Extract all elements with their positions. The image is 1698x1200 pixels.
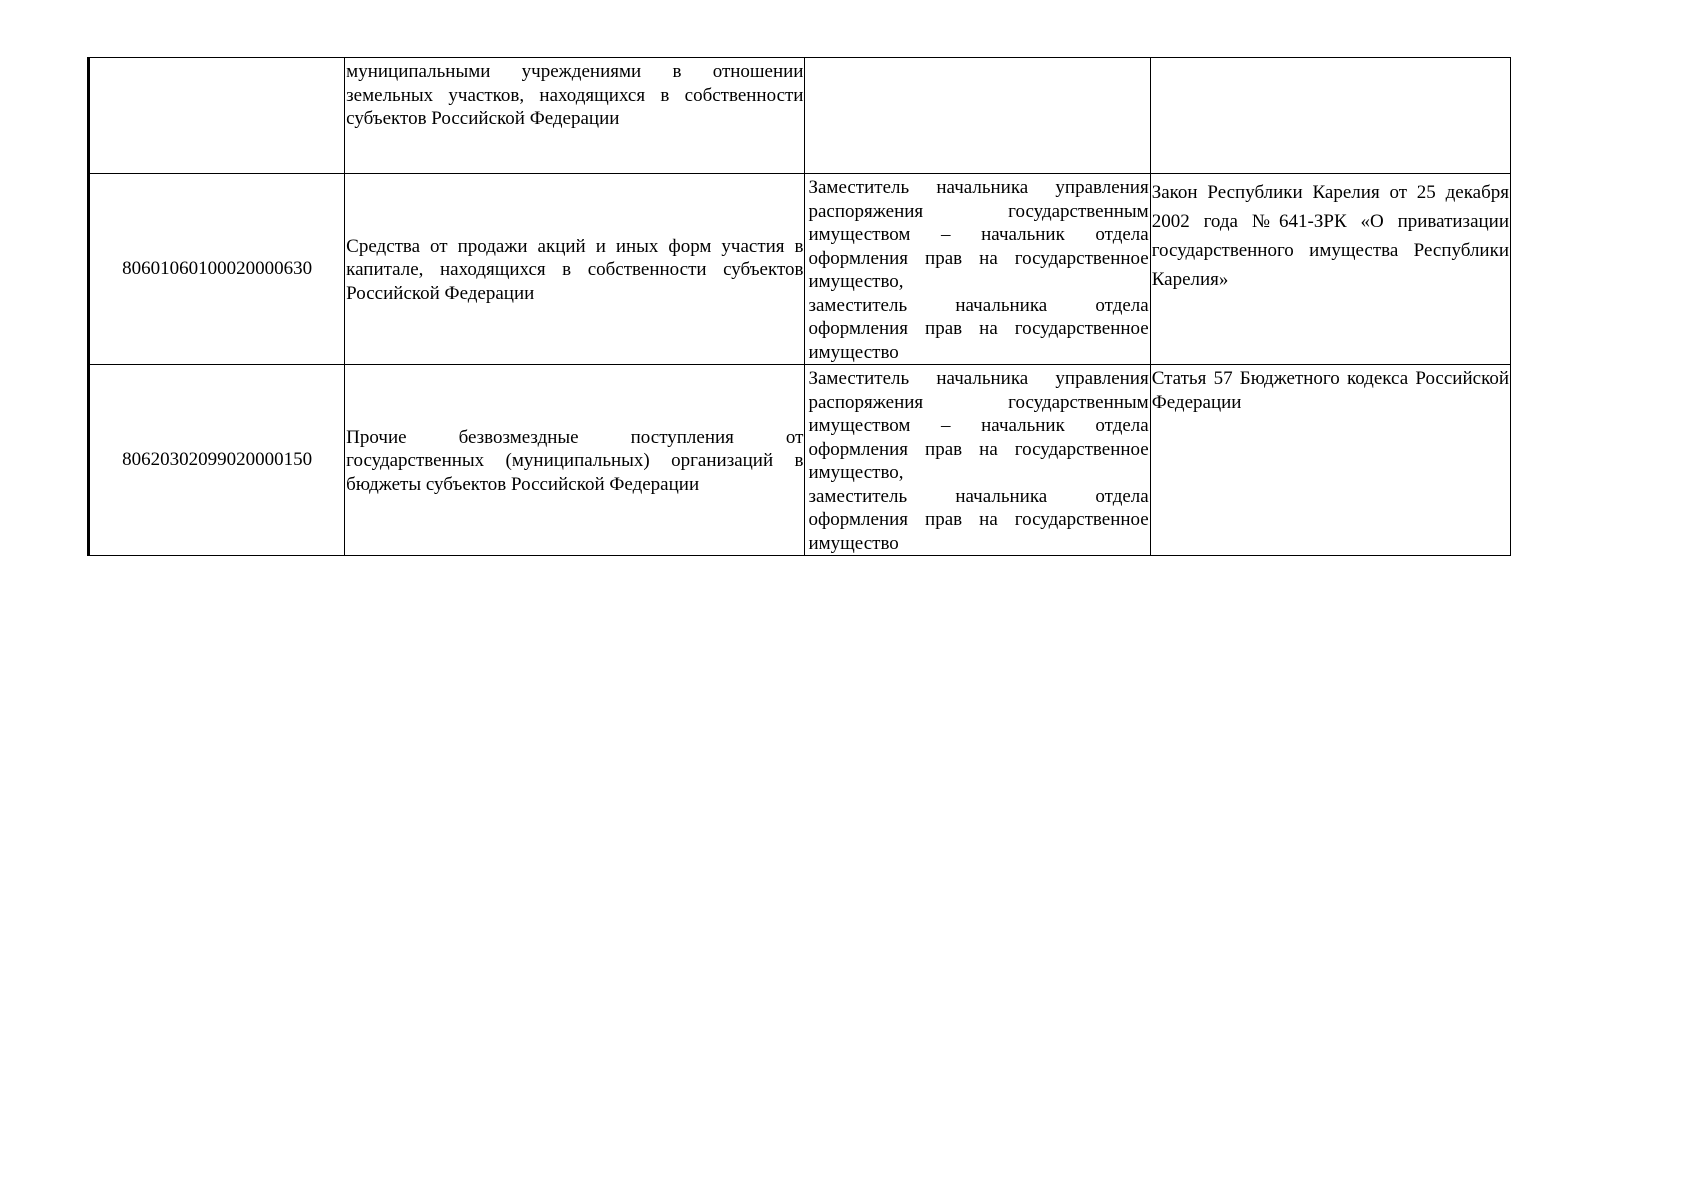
responsible-cell	[805, 365, 1150, 556]
revenue-name: Прочие безвозмездные поступления от государственных (муниципальных) организаций в бюджеты субъектов Российской Федерации	[346, 426, 804, 495]
table-row	[89, 174, 1511, 365]
legal-basis-cell	[1150, 58, 1510, 174]
responsible-cell	[805, 174, 1150, 365]
revenue-administrators-table	[87, 57, 1511, 556]
revenue-code: 80601060100020000630	[122, 258, 313, 280]
revenue-code-cell	[89, 58, 345, 174]
table-row	[89, 365, 1511, 556]
legal-basis-cell	[1150, 174, 1510, 365]
responsible-secondary: заместитель начальника отдела оформления прав на государственное имущество	[808, 485, 1149, 554]
revenue-code: 80620302099020000150	[122, 449, 313, 471]
responsible-primary: Заместитель начальника управления распоряжения государственным имуществом – начальник отдела оформления прав на государственное имущество,	[808, 177, 1149, 292]
legal-basis-cell	[1150, 365, 1510, 556]
revenue-name-cell	[345, 365, 805, 556]
responsible-cell	[805, 58, 1150, 174]
legal-basis: Статья 57 Бюджетного кодекса Российской Федерации	[1151, 368, 1509, 413]
revenue-name-cell	[345, 58, 805, 174]
revenue-name: муниципальными учреждениями в отношении земельных участков, находящихся в собственности субъектов Российской Федерации	[346, 61, 804, 129]
responsible-secondary: заместитель начальника отдела оформления прав на государственное имущество	[808, 294, 1149, 363]
legal-basis	[1151, 58, 1510, 60]
legal-basis: Закон Республики Карелия от 25 декабря 2002 года №641-ЗРК «О приватизации государственного имущества Республики Карелия»	[1151, 182, 1509, 290]
revenue-code-cell	[89, 174, 345, 365]
table-row	[89, 58, 1511, 174]
revenue-code-cell	[89, 365, 345, 556]
revenue-name-cell	[345, 174, 805, 365]
responsible-primary: Заместитель начальника управления распоряжения государственным имуществом – начальник отдела оформления прав на государственное имущество,	[808, 368, 1149, 483]
revenue-name: Средства от продажи акций и иных форм участия в капитале, находящихся в собственности субъектов Российской Федерации	[346, 235, 804, 304]
